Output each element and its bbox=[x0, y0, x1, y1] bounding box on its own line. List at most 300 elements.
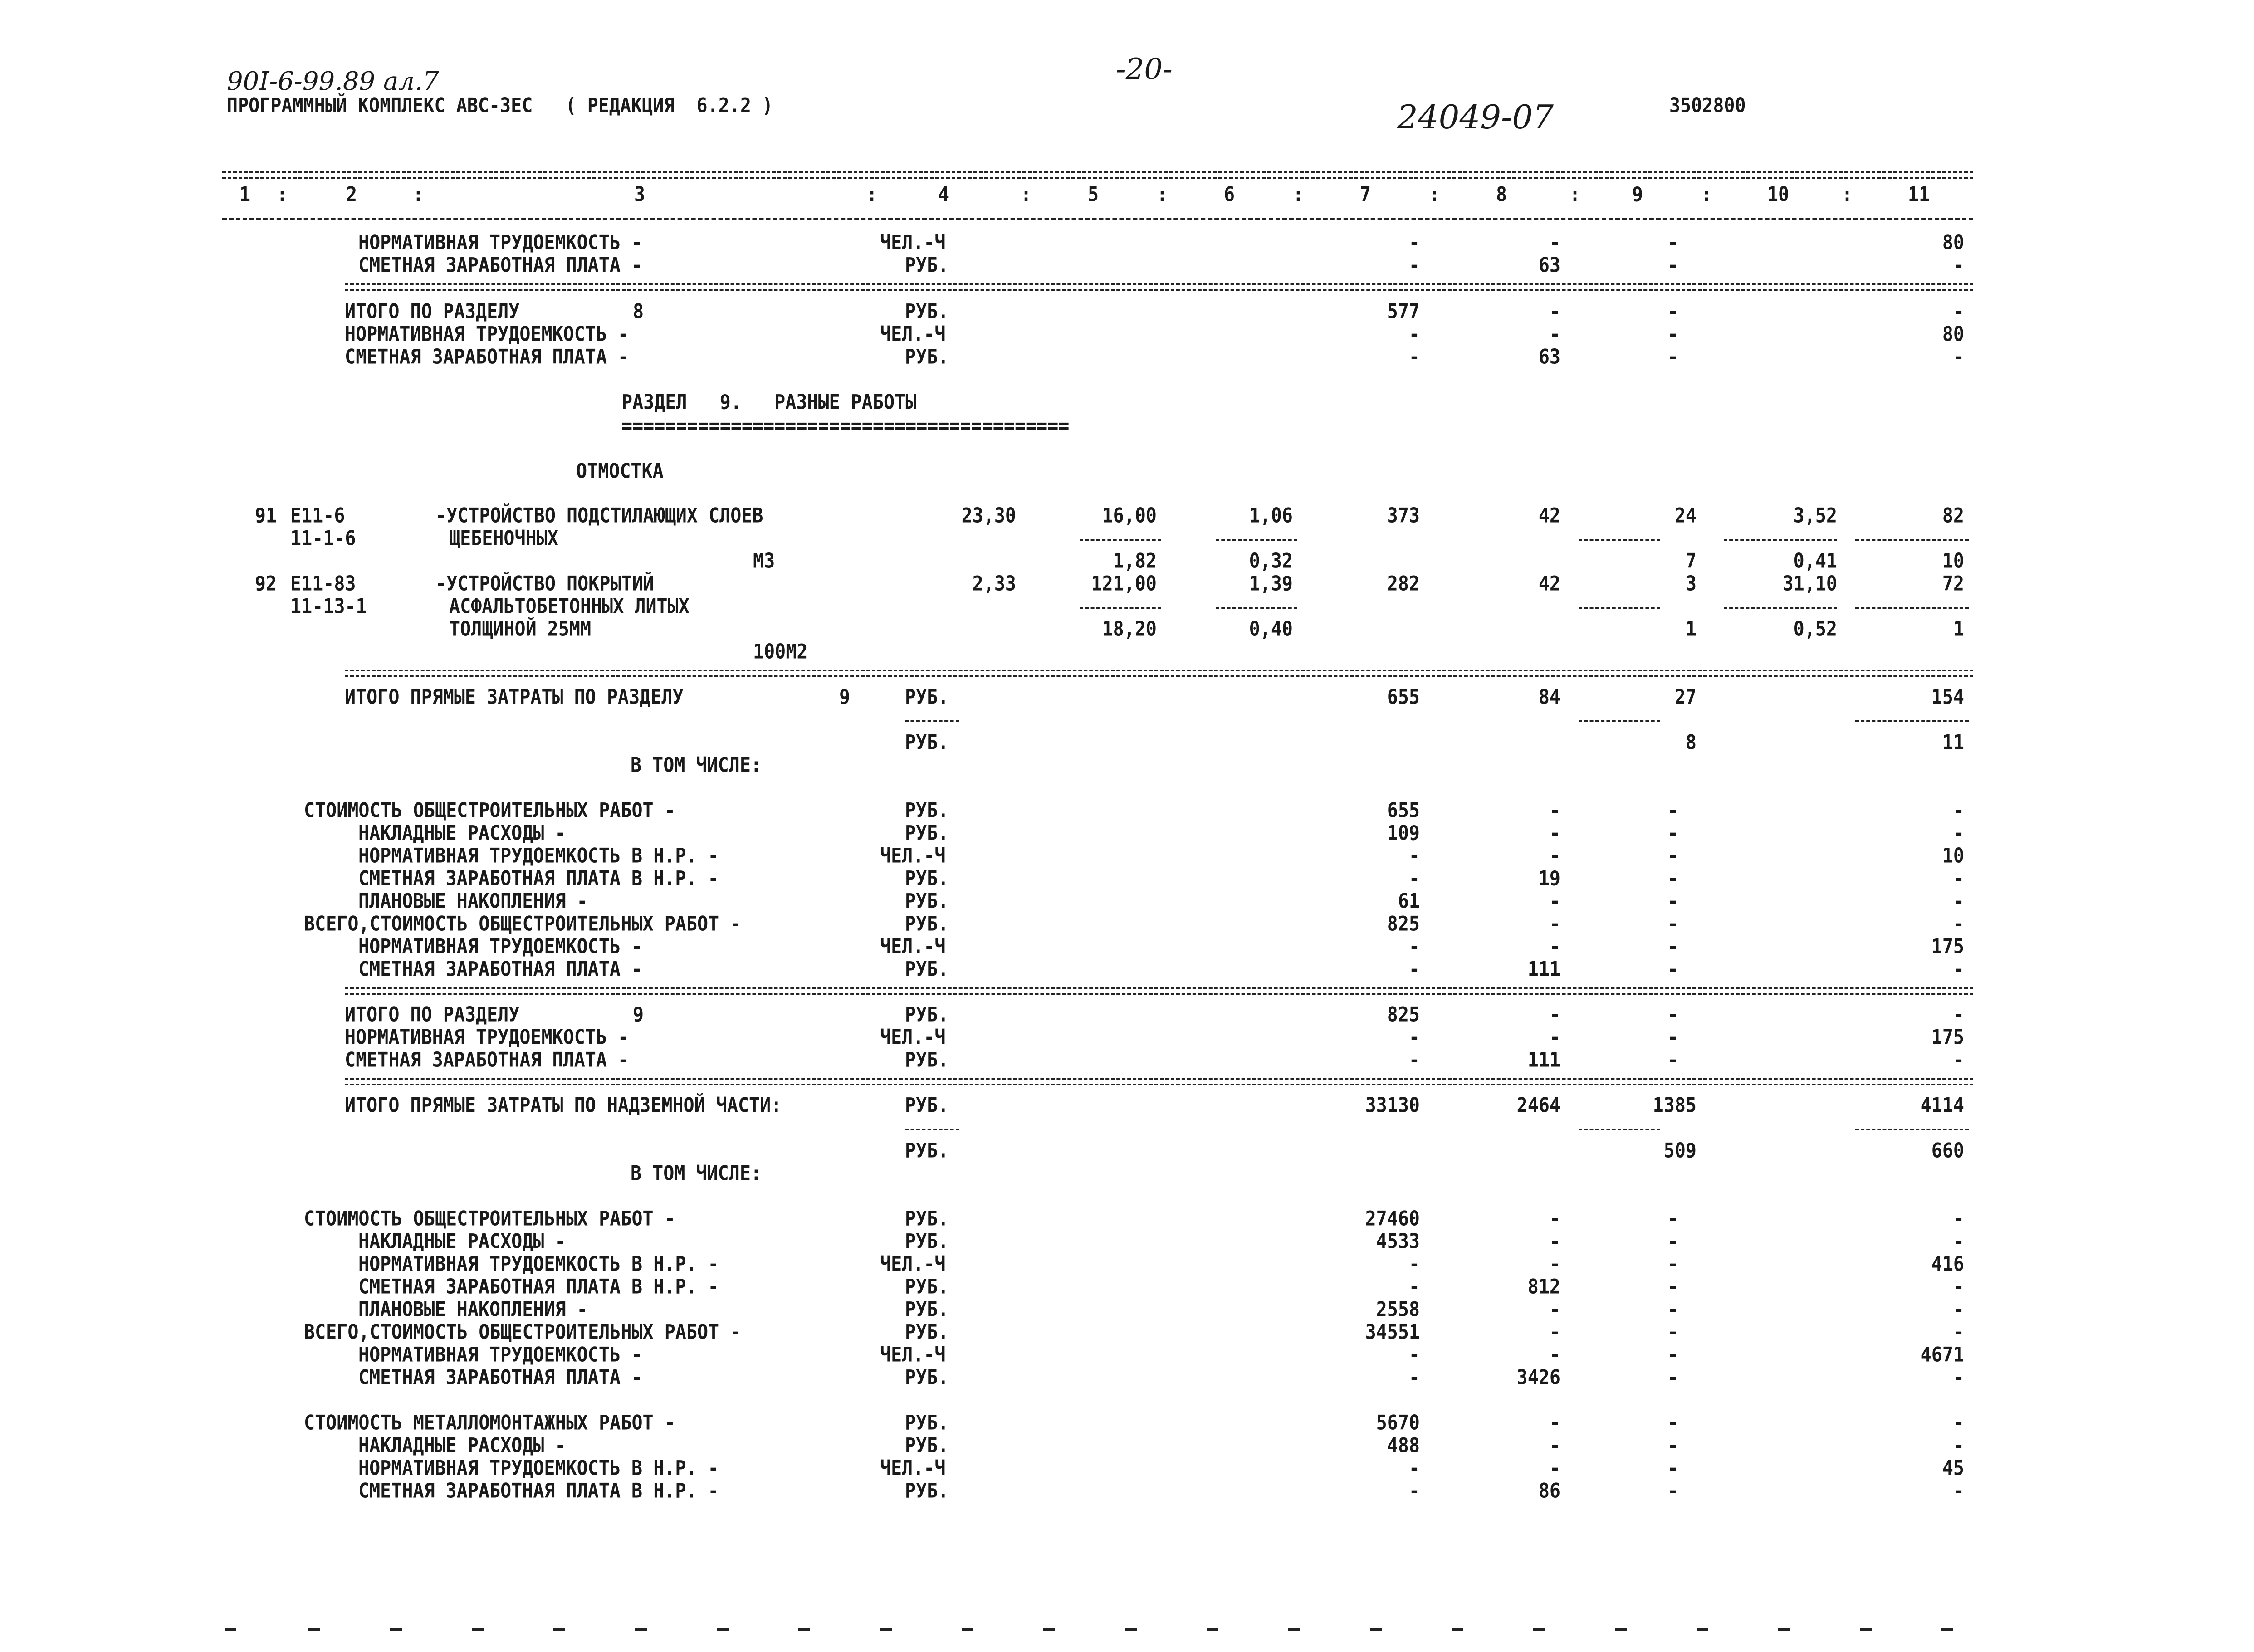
cell-c9: - bbox=[1667, 1298, 1678, 1321]
cell-c9: - bbox=[1667, 1275, 1678, 1299]
bottom-dash bbox=[1697, 1628, 1708, 1631]
row-unit: РУБ. bbox=[905, 1207, 949, 1231]
col-header-10: 10 bbox=[1767, 183, 1790, 206]
col-sep: : bbox=[1701, 183, 1712, 206]
cell-c11: - bbox=[1953, 1434, 1964, 1457]
col-sep: : bbox=[1429, 183, 1440, 206]
cell-c8: - bbox=[1549, 323, 1560, 346]
page-number: -20- bbox=[1116, 53, 1173, 86]
cell-c7: 825 bbox=[1387, 1003, 1420, 1026]
cell-c7: - bbox=[1408, 867, 1420, 890]
bottom-dash bbox=[472, 1628, 484, 1631]
cell-separator bbox=[1855, 1129, 1969, 1130]
cell-separator bbox=[1855, 720, 1969, 722]
item-unit: М3 bbox=[753, 549, 775, 573]
cell-separator bbox=[1216, 539, 1297, 541]
cell-c9: 3 bbox=[1685, 572, 1697, 596]
cell-c9: - bbox=[1667, 231, 1678, 254]
section-rule bbox=[345, 987, 1973, 995]
cell-c8: - bbox=[1549, 1026, 1560, 1049]
cell-c9: - bbox=[1667, 1252, 1678, 1276]
cell-c7: 373 bbox=[1387, 504, 1420, 528]
cell-c7: - bbox=[1408, 231, 1420, 254]
col-sep: : bbox=[1569, 183, 1581, 206]
cell-c7: - bbox=[1408, 1275, 1420, 1299]
row-unit: ЧЕЛ.-Ч bbox=[880, 1343, 946, 1367]
cell-c11: 80 bbox=[1942, 231, 1964, 254]
bottom-dash bbox=[1125, 1628, 1137, 1631]
item-description: -УСТРОЙСТВО ПОКРЫТИЙ bbox=[435, 572, 654, 596]
cell-separator bbox=[1080, 607, 1161, 609]
cell-c11: 4671 bbox=[1920, 1343, 1964, 1367]
table-top-rule bbox=[222, 171, 1973, 179]
item-description: ТОЛЩИНОЙ 25ММ bbox=[449, 617, 592, 641]
cell-separator bbox=[905, 720, 959, 722]
cell-c9: - bbox=[1667, 844, 1678, 868]
cell-c7: 27460 bbox=[1365, 1207, 1420, 1231]
bottom-dash bbox=[225, 1628, 236, 1631]
row-unit: РУБ. bbox=[905, 1479, 949, 1503]
cell-c8: - bbox=[1549, 1320, 1560, 1344]
cell-c6: 1,06 bbox=[1249, 504, 1293, 528]
bottom-dash bbox=[1615, 1628, 1627, 1631]
row-unit: ЧЕЛ.-Ч bbox=[880, 844, 946, 868]
bottom-dash bbox=[1860, 1628, 1872, 1631]
direct-costs-label: ИТОГО ПРЯМЫЕ ЗАТРАТЫ ПО РАЗДЕЛУ bbox=[345, 685, 684, 709]
cell-c11: - bbox=[1953, 890, 1964, 913]
cell-c9: 1385 bbox=[1653, 1094, 1697, 1117]
row-label: НАКЛАДНЫЕ РАСХОДЫ - bbox=[358, 821, 566, 845]
section-title: РАЗДЕЛ 9. РАЗНЫЕ РАБОТЫ bbox=[621, 391, 917, 414]
cell-c8: - bbox=[1549, 1298, 1560, 1321]
cell-c11: - bbox=[1953, 1207, 1964, 1231]
cell-c9: - bbox=[1667, 935, 1678, 958]
cell-separator bbox=[1579, 1129, 1660, 1130]
cell-separator bbox=[1579, 607, 1660, 609]
cell-c11: - bbox=[1953, 1275, 1964, 1299]
row-unit: РУБ. bbox=[905, 958, 949, 981]
cell-c7: - bbox=[1408, 323, 1420, 346]
cell-c8: 111 bbox=[1527, 958, 1560, 981]
item-description: ЩЕБЕНОЧНЫХ bbox=[449, 527, 558, 550]
cell-c11: - bbox=[1953, 1298, 1964, 1321]
cell-c11: - bbox=[1953, 1411, 1964, 1435]
bottom-dash bbox=[717, 1628, 729, 1631]
cell-c7: 4533 bbox=[1376, 1230, 1420, 1253]
cell-c11: 175 bbox=[1931, 1026, 1964, 1049]
item-code: Е11-83 bbox=[290, 572, 356, 596]
row-unit: ЧЕЛ.-Ч bbox=[880, 1026, 946, 1049]
col-header-9: 9 bbox=[1632, 183, 1643, 206]
row-label: ПЛАНОВЫЕ НАКОПЛЕНИЯ - bbox=[358, 1298, 588, 1321]
cell-c11: - bbox=[1953, 912, 1964, 936]
cell-c9: - bbox=[1667, 300, 1678, 323]
row-label: СМЕТНАЯ ЗАРАБОТНАЯ ПЛАТА В Н.Р. - bbox=[358, 1275, 719, 1299]
item-code: Е11-6 bbox=[290, 504, 345, 528]
row-label: НОРМАТИВНАЯ ТРУДОЕМКОСТЬ - bbox=[358, 231, 643, 254]
cell-c5-wage: 1,82 bbox=[1113, 549, 1157, 573]
cell-c9: - bbox=[1667, 821, 1678, 845]
row-label: НОРМАТИВНАЯ ТРУДОЕМКОСТЬ - bbox=[358, 935, 643, 958]
cell-c7: 655 bbox=[1387, 685, 1420, 709]
cell-c11: 154 bbox=[1931, 685, 1964, 709]
cell-c8: 42 bbox=[1538, 504, 1560, 528]
bottom-dash bbox=[1452, 1628, 1463, 1631]
including-label: В ТОМ ЧИСЛЕ: bbox=[631, 753, 762, 777]
cell-c10-wage: 0,41 bbox=[1793, 549, 1837, 573]
col-header-4: 4 bbox=[938, 183, 949, 206]
cell-c8: 812 bbox=[1527, 1275, 1560, 1299]
cell-c9: - bbox=[1667, 1230, 1678, 1253]
cell-c7: - bbox=[1408, 1026, 1420, 1049]
bottom-dash bbox=[1207, 1628, 1218, 1631]
cell-c11: - bbox=[1953, 1320, 1964, 1344]
cell-c11: 72 bbox=[1942, 572, 1964, 596]
row-label: НОРМАТИВНАЯ ТРУДОЕМКОСТЬ - bbox=[358, 1343, 643, 1367]
cell-c5: 16,00 bbox=[1102, 504, 1157, 528]
cell-c7: 577 bbox=[1387, 300, 1420, 323]
cell-c8: - bbox=[1549, 1434, 1560, 1457]
item-unit: 100М2 bbox=[753, 640, 808, 664]
cell-c6-wage: 0,32 bbox=[1249, 549, 1293, 573]
bottom-dash bbox=[1778, 1628, 1790, 1631]
section-total-label: ИТОГО ПО РАЗДЕЛУ bbox=[345, 1003, 520, 1026]
col-header-5: 5 bbox=[1087, 183, 1099, 206]
cell-c8: - bbox=[1549, 1411, 1560, 1435]
cell-c7: - bbox=[1408, 958, 1420, 981]
cell-c7: 488 bbox=[1387, 1434, 1420, 1457]
row-unit: РУБ. bbox=[905, 1048, 949, 1072]
col-header-7: 7 bbox=[1359, 183, 1371, 206]
cell-c11: 175 bbox=[1931, 935, 1964, 958]
row-unit: РУБ. bbox=[905, 1003, 949, 1026]
cell-c8: 63 bbox=[1538, 254, 1560, 277]
cell-c8: 19 bbox=[1538, 867, 1560, 890]
row-unit: РУБ. bbox=[905, 1411, 949, 1435]
cell-c7: - bbox=[1408, 1366, 1420, 1389]
cell-c5-wage: 18,20 bbox=[1102, 617, 1157, 641]
cell-c9: - bbox=[1667, 323, 1678, 346]
cell-c11: - bbox=[1953, 867, 1964, 890]
program-title: ПРОГРАММНЫЙ КОМПЛЕКС АВС-3ЕС ( РЕДАКЦИЯ 6.2.2 ) bbox=[227, 94, 773, 117]
cell-c8: - bbox=[1549, 231, 1560, 254]
cell-c11: - bbox=[1953, 254, 1964, 277]
cell-c7: 33130 bbox=[1365, 1094, 1420, 1117]
row-unit: РУБ. bbox=[905, 1139, 949, 1163]
cell-c7: - bbox=[1408, 1343, 1420, 1367]
cell-separator bbox=[1724, 607, 1837, 609]
cell-c11: - bbox=[1953, 345, 1964, 369]
cell-c9: - bbox=[1667, 912, 1678, 936]
col-header-8: 8 bbox=[1496, 183, 1507, 206]
cell-c8: - bbox=[1549, 1252, 1560, 1276]
row-unit: РУБ. bbox=[905, 912, 949, 936]
row-unit: РУБ. bbox=[905, 300, 949, 323]
col-sep: : bbox=[866, 183, 878, 206]
cell-c7: 61 bbox=[1398, 890, 1420, 913]
col-sep: : bbox=[1021, 183, 1032, 206]
document-number: 3502800 bbox=[1669, 94, 1746, 117]
cell-c11: - bbox=[1953, 1230, 1964, 1253]
bottom-dash bbox=[553, 1628, 565, 1631]
cell-c8: 111 bbox=[1527, 1048, 1560, 1072]
cell-c9: - bbox=[1667, 1048, 1678, 1072]
row-label: НАКЛАДНЫЕ РАСХОДЫ - bbox=[358, 1434, 566, 1457]
cell-c11: - bbox=[1953, 958, 1964, 981]
row-unit: РУБ. bbox=[905, 1298, 949, 1321]
row-unit: ЧЕЛ.-Ч bbox=[880, 231, 946, 254]
including-label: В ТОМ ЧИСЛЕ: bbox=[631, 1162, 762, 1185]
item-code-secondary: 11-1-6 bbox=[290, 527, 356, 550]
cell-c8: - bbox=[1549, 1343, 1560, 1367]
cell-c9-wage: 8 bbox=[1685, 731, 1697, 754]
cell-c7: 2558 bbox=[1376, 1298, 1420, 1321]
row-label: СТОИМОСТЬ ОБЩЕСТРОИТЕЛЬНЫХ РАБОТ - bbox=[304, 1207, 675, 1231]
row-unit: РУБ. bbox=[905, 345, 949, 369]
cell-c11-wage: 660 bbox=[1931, 1139, 1964, 1163]
cell-c9: - bbox=[1667, 1411, 1678, 1435]
cell-c9: - bbox=[1667, 1343, 1678, 1367]
cell-c9-wage: 1 bbox=[1685, 617, 1697, 641]
row-label: НОРМАТИВНАЯ ТРУДОЕМКОСТЬ В Н.Р. - bbox=[358, 844, 719, 868]
bottom-dash bbox=[1533, 1628, 1545, 1631]
col-sep: : bbox=[413, 183, 424, 206]
col-header-2: 2 bbox=[346, 183, 357, 206]
row-label: СТОИМОСТЬ ОБЩЕСТРОИТЕЛЬНЫХ РАБОТ - bbox=[304, 799, 675, 822]
handwritten-stamp: 24049-07 bbox=[1397, 98, 1554, 136]
row-label: СМЕТНАЯ ЗАРАБОТНАЯ ПЛАТА - bbox=[345, 345, 629, 369]
row-label: НОРМАТИВНАЯ ТРУДОЕМКОСТЬ - bbox=[345, 323, 629, 346]
cell-c8: 2464 bbox=[1516, 1094, 1560, 1117]
col-sep: : bbox=[1157, 183, 1168, 206]
direct-costs-section: 9 bbox=[839, 685, 851, 709]
row-label: СМЕТНАЯ ЗАРАБОТНАЯ ПЛАТА - bbox=[358, 1366, 643, 1389]
cell-separator bbox=[1579, 720, 1660, 722]
subsection-title: ОТМОСТКА bbox=[576, 459, 664, 483]
cell-c7: - bbox=[1408, 935, 1420, 958]
bottom-dash bbox=[1043, 1628, 1055, 1631]
cell-c7: - bbox=[1408, 844, 1420, 868]
item-description: АСФАЛЬТОБЕТОННЫХ ЛИТЫХ bbox=[449, 595, 689, 618]
row-label: СМЕТНАЯ ЗАРАБОТНАЯ ПЛАТА - bbox=[358, 254, 643, 277]
cell-c8: 84 bbox=[1538, 685, 1560, 709]
cell-c8: - bbox=[1549, 1003, 1560, 1026]
bottom-dash bbox=[962, 1628, 973, 1631]
cell-c10: 31,10 bbox=[1782, 572, 1837, 596]
document-code: 90I-6-99.89 ал.7 bbox=[227, 67, 439, 96]
cell-c5: 121,00 bbox=[1091, 572, 1157, 596]
row-unit: ЧЕЛ.-Ч bbox=[880, 1456, 946, 1480]
cell-c8: - bbox=[1549, 890, 1560, 913]
item-number: 92 bbox=[254, 572, 277, 596]
cell-c7: - bbox=[1408, 345, 1420, 369]
direct-costs-label: ИТОГО ПРЯМЫЕ ЗАТРАТЫ ПО НАДЗЕМНОЙ ЧАСТИ: bbox=[345, 1094, 782, 1117]
section-rule bbox=[345, 670, 1973, 677]
cell-c11: - bbox=[1953, 1479, 1964, 1503]
cell-c7: - bbox=[1408, 1048, 1420, 1072]
cell-c9: 24 bbox=[1674, 504, 1697, 528]
cell-c7: - bbox=[1408, 254, 1420, 277]
cell-c7: - bbox=[1408, 1479, 1420, 1503]
cell-c8: 86 bbox=[1538, 1479, 1560, 1503]
cell-c9: - bbox=[1667, 1207, 1678, 1231]
cell-c7: - bbox=[1408, 1456, 1420, 1480]
col-header-3: 3 bbox=[634, 183, 645, 206]
cell-c9-wage: 509 bbox=[1663, 1139, 1697, 1163]
cell-c8: - bbox=[1549, 799, 1560, 822]
cell-c11-wage: 11 bbox=[1942, 731, 1964, 754]
cell-c11: 45 bbox=[1942, 1456, 1964, 1480]
row-unit: РУБ. bbox=[905, 1434, 949, 1457]
cell-c9: - bbox=[1667, 1366, 1678, 1389]
cell-c8: 3426 bbox=[1516, 1366, 1560, 1389]
cell-c9: - bbox=[1667, 890, 1678, 913]
cell-c9-wage: 7 bbox=[1685, 549, 1697, 573]
cell-c8: - bbox=[1549, 300, 1560, 323]
cell-c8: - bbox=[1549, 1207, 1560, 1231]
row-unit: РУБ. bbox=[905, 1366, 949, 1389]
col-sep: : bbox=[1842, 183, 1853, 206]
cell-c11: 4114 bbox=[1920, 1094, 1964, 1117]
cell-c9: - bbox=[1667, 1434, 1678, 1457]
cell-c7: 825 bbox=[1387, 912, 1420, 936]
cell-c4: 23,30 bbox=[961, 504, 1016, 528]
cell-c8: - bbox=[1549, 935, 1560, 958]
row-label: НОРМАТИВНАЯ ТРУДОЕМКОСТЬ В Н.Р. - bbox=[358, 1456, 719, 1480]
cell-c11: - bbox=[1953, 821, 1964, 845]
bottom-dash bbox=[798, 1628, 810, 1631]
cell-c9: - bbox=[1667, 345, 1678, 369]
cell-c8: - bbox=[1549, 821, 1560, 845]
cell-c11-wage: 10 bbox=[1942, 549, 1964, 573]
cell-c7: 34551 bbox=[1365, 1320, 1420, 1344]
row-unit: РУБ. bbox=[905, 1275, 949, 1299]
row-unit: РУБ. bbox=[905, 1320, 949, 1344]
cell-c9: - bbox=[1667, 799, 1678, 822]
item-description: -УСТРОЙСТВО ПОДСТИЛАЮЩИХ СЛОЕВ bbox=[435, 504, 763, 528]
bottom-dash bbox=[1941, 1628, 1953, 1631]
section-rule bbox=[345, 283, 1973, 291]
cell-c9: - bbox=[1667, 958, 1678, 981]
cell-separator bbox=[1855, 539, 1969, 541]
cell-c8: - bbox=[1549, 1456, 1560, 1480]
bottom-dash bbox=[880, 1628, 892, 1631]
cell-c8: - bbox=[1549, 912, 1560, 936]
row-label: НАКЛАДНЫЕ РАСХОДЫ - bbox=[358, 1230, 566, 1253]
cell-separator bbox=[1724, 539, 1837, 541]
row-unit: РУБ. bbox=[905, 821, 949, 845]
row-label: СМЕТНАЯ ЗАРАБОТНАЯ ПЛАТА - bbox=[345, 1048, 629, 1072]
bottom-dash bbox=[635, 1628, 647, 1631]
bottom-dash bbox=[308, 1628, 320, 1631]
row-unit: РУБ. bbox=[905, 1094, 949, 1117]
cell-c10: 3,52 bbox=[1793, 504, 1837, 528]
section-total-number: 9 bbox=[633, 1003, 644, 1026]
col-sep: : bbox=[277, 183, 288, 206]
section-total-label: ИТОГО ПО РАЗДЕЛУ bbox=[345, 300, 520, 323]
cell-c10-wage: 0,52 bbox=[1793, 617, 1837, 641]
row-label: СТОИМОСТЬ МЕТАЛЛОМОНТАЖНЫХ РАБОТ - bbox=[304, 1411, 675, 1435]
row-unit: РУБ. bbox=[905, 890, 949, 913]
row-label: СМЕТНАЯ ЗАРАБОТНАЯ ПЛАТА - bbox=[358, 958, 643, 981]
item-number: 91 bbox=[254, 504, 277, 528]
cell-separator bbox=[1579, 539, 1660, 541]
row-unit: РУБ. bbox=[905, 867, 949, 890]
row-unit: РУБ. bbox=[905, 254, 949, 277]
section-total-number: 8 bbox=[633, 300, 644, 323]
row-unit: ЧЕЛ.-Ч bbox=[880, 935, 946, 958]
cell-c11: 82 bbox=[1942, 504, 1964, 528]
cell-c11: - bbox=[1953, 1366, 1964, 1389]
cell-c7: 5670 bbox=[1376, 1411, 1420, 1435]
header-bottom-rule bbox=[222, 218, 1973, 220]
cell-c11-wage: 1 bbox=[1953, 617, 1964, 641]
row-label: ВСЕГО,СТОИМОСТЬ ОБЩЕСТРОИТЕЛЬНЫХ РАБОТ - bbox=[304, 912, 741, 936]
row-label: СМЕТНАЯ ЗАРАБОТНАЯ ПЛАТА В Н.Р. - bbox=[358, 867, 719, 890]
cell-c9: - bbox=[1667, 1003, 1678, 1026]
cell-c11: - bbox=[1953, 799, 1964, 822]
cell-c4: 2,33 bbox=[972, 572, 1016, 596]
bottom-dash bbox=[1370, 1628, 1382, 1631]
cell-c9: - bbox=[1667, 1026, 1678, 1049]
cell-c8: - bbox=[1549, 1230, 1560, 1253]
row-label: НОРМАТИВНАЯ ТРУДОЕМКОСТЬ - bbox=[345, 1026, 629, 1049]
row-unit: РУБ. bbox=[905, 731, 949, 754]
cell-c9: - bbox=[1667, 254, 1678, 277]
row-unit: РУБ. bbox=[905, 685, 949, 709]
row-unit: РУБ. bbox=[905, 799, 949, 822]
row-unit: РУБ. bbox=[905, 1230, 949, 1253]
cell-c11: - bbox=[1953, 300, 1964, 323]
col-header-11: 11 bbox=[1907, 183, 1930, 206]
cell-separator bbox=[1855, 607, 1969, 609]
bottom-dash bbox=[390, 1628, 402, 1631]
item-code-secondary: 11-13-1 bbox=[290, 595, 367, 618]
cell-c7: 109 bbox=[1387, 821, 1420, 845]
cell-c7: - bbox=[1408, 1252, 1420, 1276]
section-title-underline: ========================================= bbox=[621, 414, 1070, 438]
cell-c9: - bbox=[1667, 1479, 1678, 1503]
cell-c11: 80 bbox=[1942, 323, 1964, 346]
cell-c8: 42 bbox=[1538, 572, 1560, 596]
cell-c9: - bbox=[1667, 1456, 1678, 1480]
bottom-dash bbox=[1288, 1628, 1300, 1631]
col-sep: : bbox=[1293, 183, 1304, 206]
row-label: СМЕТНАЯ ЗАРАБОТНАЯ ПЛАТА В Н.Р. - bbox=[358, 1479, 719, 1503]
cell-c8: 63 bbox=[1538, 345, 1560, 369]
cell-c7: 282 bbox=[1387, 572, 1420, 596]
row-unit: ЧЕЛ.-Ч bbox=[880, 323, 946, 346]
cell-c7: 655 bbox=[1387, 799, 1420, 822]
cell-c11: - bbox=[1953, 1048, 1964, 1072]
cell-separator bbox=[1216, 607, 1297, 609]
row-label: НОРМАТИВНАЯ ТРУДОЕМКОСТЬ В Н.Р. - bbox=[358, 1252, 719, 1276]
row-label: ВСЕГО,СТОИМОСТЬ ОБЩЕСТРОИТЕЛЬНЫХ РАБОТ - bbox=[304, 1320, 741, 1344]
col-header-1: 1 bbox=[239, 183, 251, 206]
section-rule bbox=[345, 1078, 1973, 1085]
cell-c11: 10 bbox=[1942, 844, 1964, 868]
cell-c9: - bbox=[1667, 867, 1678, 890]
cell-separator bbox=[905, 1129, 959, 1130]
row-unit: ЧЕЛ.-Ч bbox=[880, 1252, 946, 1276]
cell-c9: - bbox=[1667, 1320, 1678, 1344]
cell-c11: - bbox=[1953, 1003, 1964, 1026]
row-label: ПЛАНОВЫЕ НАКОПЛЕНИЯ - bbox=[358, 890, 588, 913]
cell-c6-wage: 0,40 bbox=[1249, 617, 1293, 641]
cell-c6: 1,39 bbox=[1249, 572, 1293, 596]
cell-c9: 27 bbox=[1674, 685, 1697, 709]
cell-c8: - bbox=[1549, 844, 1560, 868]
